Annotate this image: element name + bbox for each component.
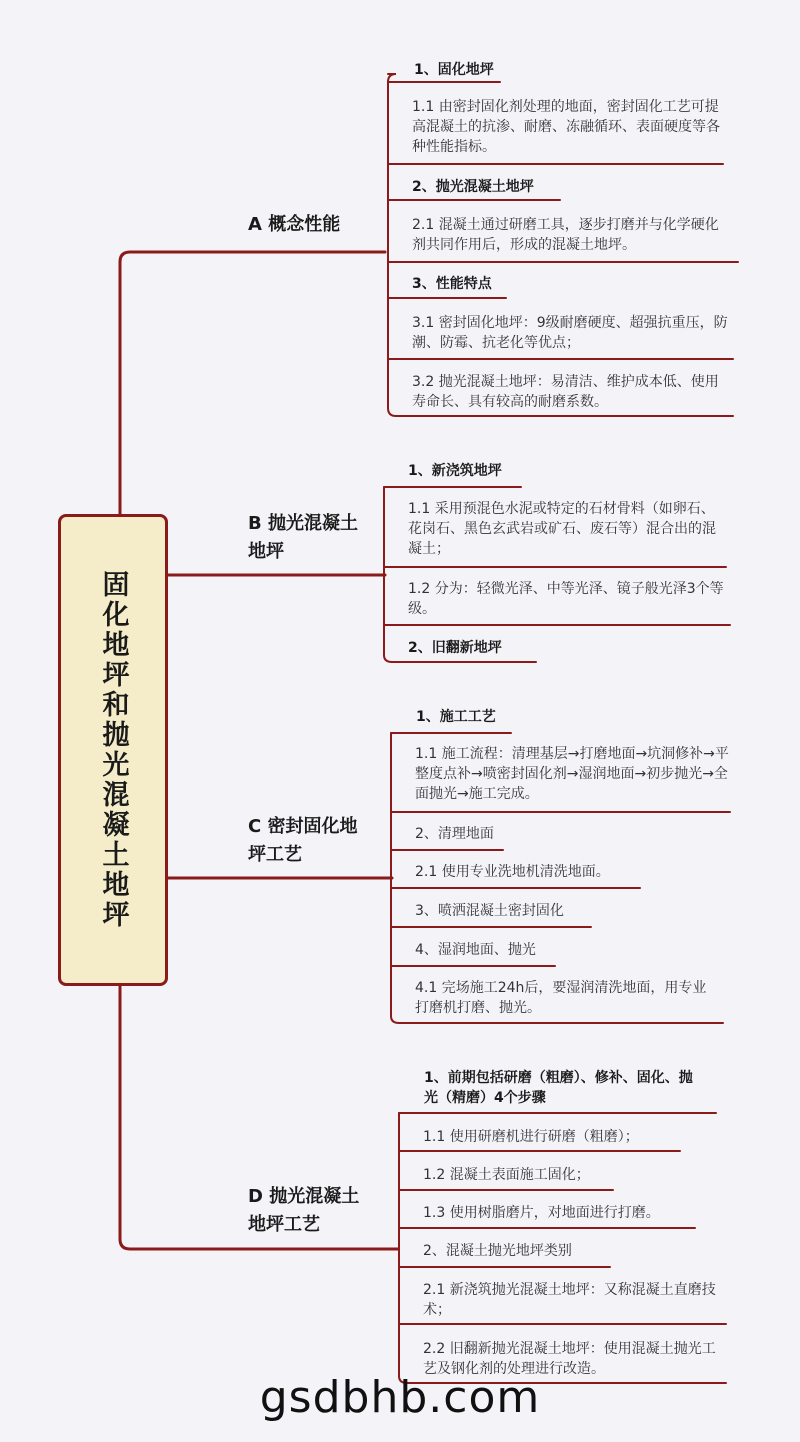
branch-c-item[interactable]: 3、喷洒混凝土密封固化 — [415, 903, 564, 919]
root-node[interactable] — [58, 514, 168, 986]
branch-b-item[interactable]: 1.1 采用预混色水泥或特定的石材骨料（如卵石、花岗石、黑色玄武岩或矿石、废石等）混合出的混凝土； — [408, 501, 716, 557]
branch-a-item[interactable]: 1.1 由密封固化剂处理的地面，密封固化工艺可提高混凝土的抗渗、耐磨、冻融循环、表面硬度等各种性能指标。 — [412, 99, 720, 155]
branch-d-item[interactable]: 1、前期包括研磨（粗磨）、修补、固化、抛光（精磨）4个步骤 — [424, 1070, 693, 1106]
branch-a-item[interactable]: 3.2 抛光混凝土地坪：易清洁、维护成本低、使用寿命长、具有较高的耐磨系数。 — [412, 374, 719, 410]
root-title: 固化地坪和抛光混凝土地坪 — [97, 570, 129, 930]
branch-d-item[interactable]: 1.3 使用树脂磨片，对地面进行打磨。 — [423, 1205, 660, 1221]
branch-d-item[interactable]: 1.1 使用研磨机进行研磨（粗磨）； — [423, 1129, 639, 1145]
branch-c-item[interactable]: 4、湿润地面、抛光 — [415, 942, 536, 958]
branch-b-label[interactable]: B 抛光混凝土地坪 — [248, 513, 358, 562]
a-spine — [388, 82, 396, 416]
branch-a-item[interactable]: 2、抛光混凝土地坪 — [412, 179, 534, 195]
watermark-text: gsdbhb.com — [259, 1372, 541, 1423]
a-spine-top — [388, 74, 396, 82]
branch-d-item[interactable]: 2.2 旧翻新抛光混凝土地坪：使用混凝土抛光工艺及钢化剂的处理进行改造。 — [423, 1341, 716, 1377]
branch-d-item[interactable]: 2.1 新浇筑抛光混凝土地坪：又称混凝土直磨技术； — [423, 1282, 716, 1318]
branch-d-label[interactable]: D 抛光混凝土地坪工艺 — [248, 1186, 360, 1235]
branch-c-label[interactable]: C 密封固化地坪工艺 — [248, 816, 358, 865]
branch-a-item[interactable]: 1、固化地坪 — [414, 62, 494, 78]
trunk-to-a — [120, 252, 385, 514]
branch-d-item[interactable]: 1.2 混凝土表面施工固化； — [423, 1167, 590, 1183]
branch-b-item[interactable]: 1.2 分为：轻微光泽、中等光泽、镜子般光泽3个等级。 — [408, 581, 724, 617]
branch-c-item[interactable]: 2、清理地面 — [415, 826, 494, 842]
branch-a-item[interactable]: 3、性能特点 — [412, 276, 492, 292]
branch-b-item[interactable]: 2、旧翻新地坪 — [408, 640, 502, 656]
d-spine — [399, 1113, 407, 1383]
branch-a-item[interactable]: 3.1 密封固化地坪：9级耐磨硬度、超强抗重压，防潮、防霉、抗老化等优点； — [412, 315, 728, 351]
branch-c-item[interactable]: 1.1 施工流程：清理基层→打磨地面→坑洞修补→平整度点补→喷密封固化剂→湿润地面→初步抛光→全面抛光→施工完成。 — [415, 746, 729, 802]
branch-a-item[interactable]: 2.1 混凝土通过研磨工具，逐步打磨并与化学硬化剂共同作用后，形成的混凝土地坪。 — [412, 217, 719, 253]
branch-c-item[interactable]: 4.1 完场施工24h后，要湿润清洗地面，用专业打磨机打磨、抛光。 — [415, 980, 707, 1016]
branch-b-item[interactable]: 1、新浇筑地坪 — [408, 463, 502, 479]
branch-d-item[interactable]: 2、混凝土抛光地坪类别 — [423, 1243, 572, 1259]
branch-c-item[interactable]: 1、施工工艺 — [416, 709, 496, 725]
branch-c-item[interactable]: 2.1 使用专业洗地机清洗地面。 — [415, 864, 610, 880]
branch-a-label[interactable]: A 概念性能 — [248, 214, 341, 235]
